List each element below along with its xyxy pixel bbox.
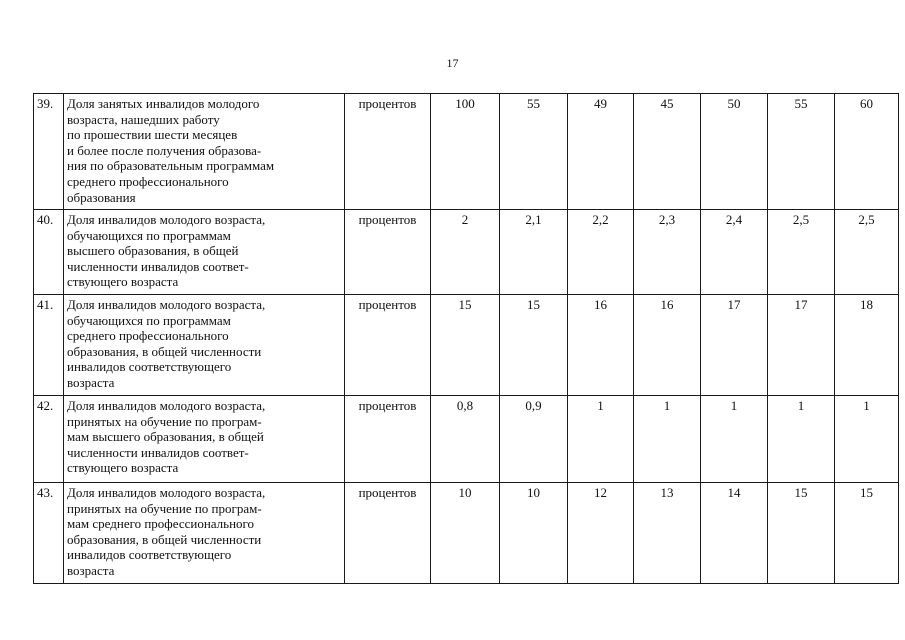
indicator-name-line: принятых на обучение по програм- xyxy=(67,500,262,516)
value-cell: 2,3 xyxy=(634,210,701,295)
value-cell: 2,5 xyxy=(835,210,899,295)
value-cell: 2,4 xyxy=(701,210,768,295)
value-cell: 50 xyxy=(701,94,768,210)
unit-cell: процентов xyxy=(345,210,431,295)
table-row xyxy=(34,94,899,210)
value-cell: 10 xyxy=(500,483,568,584)
value-cell: 2,5 xyxy=(768,210,835,295)
indicator-name-line: инвалидов соответствующего xyxy=(67,547,232,563)
indicator-name-line: численности инвалидов соответ- xyxy=(67,258,249,274)
value-cell: 15 xyxy=(431,295,500,396)
value-cell: 1 xyxy=(701,396,768,483)
value-cell: 1 xyxy=(634,396,701,483)
value-cell: 55 xyxy=(500,94,568,210)
indicator-name-line: Доля инвалидов молодого возраста, xyxy=(67,485,266,500)
indicator-name-line: ния по образовательным программам xyxy=(67,158,275,174)
value-cell: 1 xyxy=(568,396,634,483)
value-cell: 55 xyxy=(768,94,835,210)
indicator-name-line: численности инвалидов соответ- xyxy=(67,444,249,460)
indicator-name-line: мам высшего образования, в общей xyxy=(67,429,264,445)
indicator-name-line: возраста xyxy=(67,562,115,578)
indicator-name xyxy=(64,210,345,295)
indicator-name xyxy=(64,396,345,483)
value-cell: 16 xyxy=(568,295,634,396)
value-cell: 17 xyxy=(701,295,768,396)
indicator-name xyxy=(64,295,345,396)
indicator-name-line: высшего образования, в общей xyxy=(67,243,239,259)
unit-cell: процентов xyxy=(345,94,431,210)
indicator-name-line: образования, в общей численности xyxy=(67,531,262,547)
indicator-name-line: возраста xyxy=(67,374,115,390)
value-cell: 2 xyxy=(431,210,500,295)
indicator-name-line: Доля инвалидов молодого возраста, xyxy=(67,297,266,312)
value-cell: 15 xyxy=(835,483,899,584)
indicator-name-line: среднего профессионального xyxy=(67,173,229,189)
value-cell: 1 xyxy=(835,396,899,483)
indicator-name-line: Доля инвалидов молодого возраста, xyxy=(67,398,266,413)
table-row xyxy=(34,210,899,295)
row-number: 43. xyxy=(34,483,64,584)
indicator-name-line: образования xyxy=(67,189,136,205)
indicator-name-line: обучающихся по программам xyxy=(67,312,231,328)
indicator-name-line: ствующего возраста xyxy=(67,460,179,476)
value-cell: 13 xyxy=(634,483,701,584)
value-cell: 2,2 xyxy=(568,210,634,295)
indicator-name xyxy=(64,94,345,210)
unit-cell: процентов xyxy=(345,295,431,396)
value-cell: 16 xyxy=(634,295,701,396)
value-cell: 49 xyxy=(568,94,634,210)
value-cell: 45 xyxy=(634,94,701,210)
indicator-name-line: и более после получения образова- xyxy=(67,142,262,158)
unit-cell: процентов xyxy=(345,396,431,483)
table-row xyxy=(34,295,899,396)
value-cell: 0,8 xyxy=(431,396,500,483)
table-body xyxy=(34,94,899,584)
table-row xyxy=(34,396,899,483)
value-cell: 15 xyxy=(768,483,835,584)
indicator-name-line: обучающихся по программам xyxy=(67,227,231,243)
indicator-name-line: инвалидов соответствующего xyxy=(67,359,232,375)
value-cell: 10 xyxy=(431,483,500,584)
value-cell: 14 xyxy=(701,483,768,584)
row-number: 41. xyxy=(34,295,64,396)
indicator-name-line: принятых на обучение по програм- xyxy=(67,413,262,429)
value-cell: 60 xyxy=(835,94,899,210)
row-number: 39. xyxy=(34,94,64,210)
value-cell: 12 xyxy=(568,483,634,584)
value-cell: 2,1 xyxy=(500,210,568,295)
value-cell: 1 xyxy=(768,396,835,483)
indicator-name-line: ствующего возраста xyxy=(67,274,179,290)
indicators-table xyxy=(33,93,899,584)
indicator-name-line: среднего профессионального xyxy=(67,328,229,344)
indicator-name-line: возраста, нашедших работу xyxy=(67,111,220,127)
value-cell: 0,9 xyxy=(500,396,568,483)
value-cell: 17 xyxy=(768,295,835,396)
value-cell: 15 xyxy=(500,295,568,396)
row-number: 40. xyxy=(34,210,64,295)
indicator-name-line: Доля инвалидов молодого возраста, xyxy=(67,212,266,227)
indicator-name-line: по прошествии шести месяцев xyxy=(67,127,238,143)
indicator-name-line: Доля занятых инвалидов молодого xyxy=(67,96,260,111)
page-number: 17 xyxy=(446,56,459,70)
unit-cell: процентов xyxy=(345,483,431,584)
indicator-name-line: образования, в общей численности xyxy=(67,343,262,359)
value-cell: 18 xyxy=(835,295,899,396)
value-cell: 100 xyxy=(431,94,500,210)
row-number: 42. xyxy=(34,396,64,483)
indicator-name xyxy=(64,483,345,584)
table-row xyxy=(34,483,899,584)
indicator-name-line: мам среднего профессионального xyxy=(67,516,255,532)
